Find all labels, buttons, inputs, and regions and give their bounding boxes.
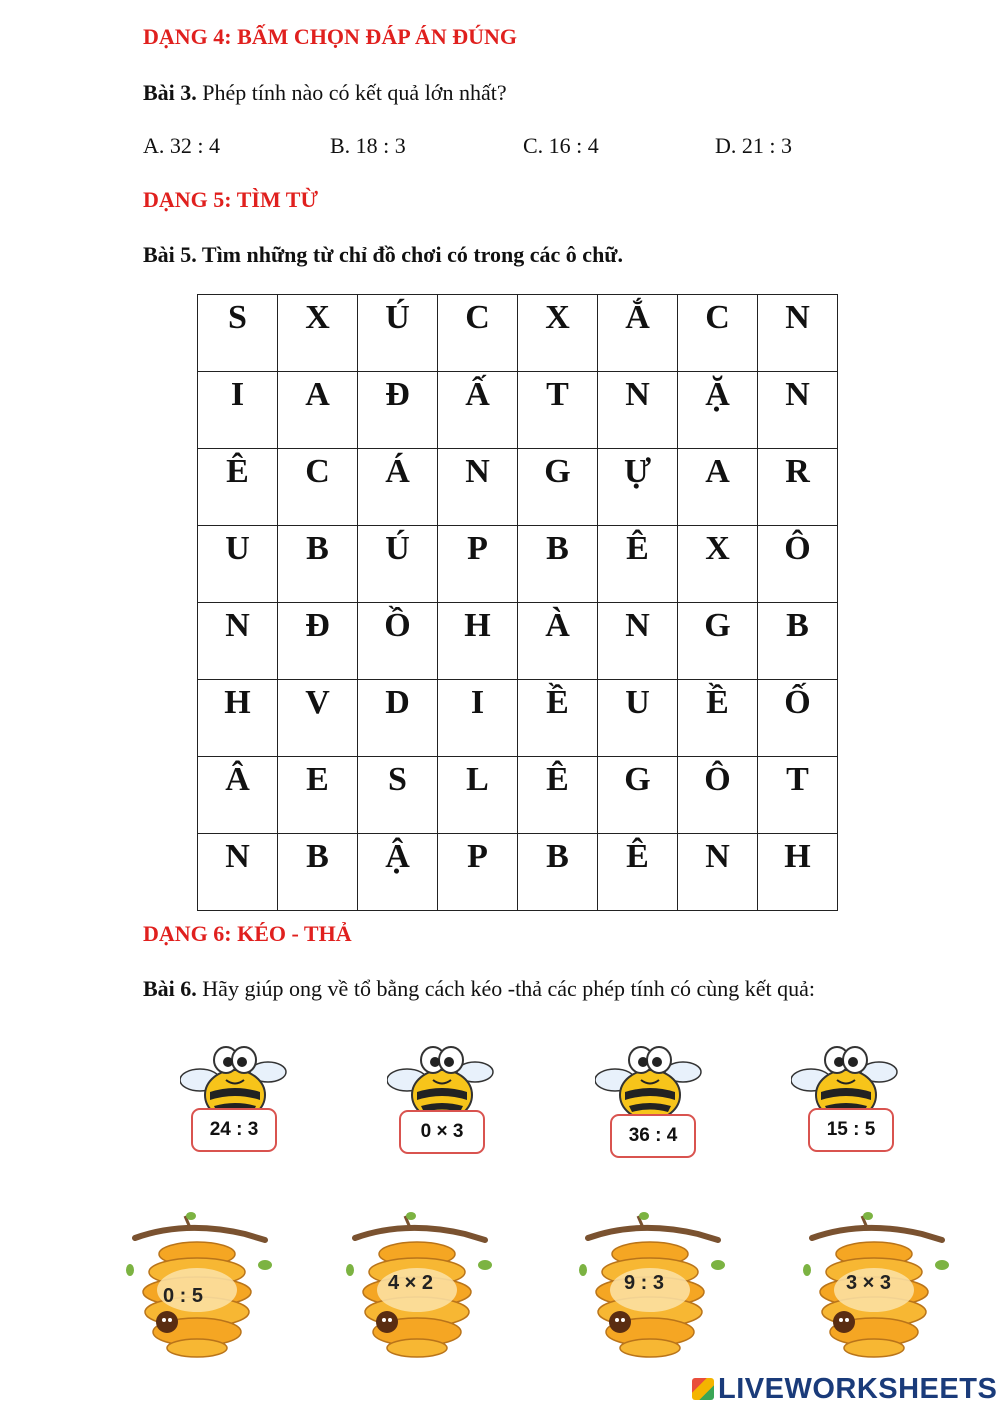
grid-cell[interactable]: N bbox=[438, 449, 518, 526]
grid-cell[interactable]: N bbox=[678, 834, 758, 911]
grid-cell[interactable]: A bbox=[278, 372, 358, 449]
grid-cell[interactable]: H bbox=[438, 603, 518, 680]
grid-cell[interactable]: B bbox=[518, 834, 598, 911]
grid-cell[interactable]: Ê bbox=[518, 757, 598, 834]
grid-cell[interactable]: Ê bbox=[198, 449, 278, 526]
grid-cell[interactable]: X bbox=[518, 295, 598, 372]
grid-cell[interactable]: Ú bbox=[358, 526, 438, 603]
grid-cell[interactable]: Đ bbox=[358, 372, 438, 449]
grid-row bbox=[198, 680, 838, 757]
bai6-question bbox=[143, 976, 815, 1002]
bai5-question: Bài 5. Tìm những từ chỉ đồ chơi có trong các ô chữ. bbox=[143, 242, 624, 267]
grid-cell[interactable]: Ề bbox=[518, 680, 598, 757]
option-d[interactable]: D. 21 : 3 bbox=[715, 133, 792, 158]
grid-cell[interactable]: Ự bbox=[598, 449, 678, 526]
grid-cell[interactable]: Ô bbox=[758, 526, 838, 603]
grid-cell[interactable]: N bbox=[598, 603, 678, 680]
logo-icon bbox=[692, 1378, 714, 1400]
grid-row bbox=[198, 372, 838, 449]
grid-cell[interactable]: C bbox=[678, 295, 758, 372]
grid-cell[interactable]: Ậ bbox=[358, 834, 438, 911]
grid-cell[interactable]: Ắ bbox=[598, 295, 678, 372]
grid-cell[interactable]: T bbox=[518, 372, 598, 449]
grid-cell[interactable]: A bbox=[678, 449, 758, 526]
bee-drag-label[interactable]: 0 × 3 bbox=[399, 1110, 485, 1154]
grid-row bbox=[198, 834, 838, 911]
option-c[interactable]: C. 16 : 4 bbox=[523, 133, 599, 158]
grid-cell[interactable]: Ấ bbox=[438, 372, 518, 449]
grid-cell[interactable]: Đ bbox=[278, 603, 358, 680]
grid-cell[interactable]: H bbox=[758, 834, 838, 911]
grid-cell[interactable]: Ồ bbox=[358, 603, 438, 680]
bai6-number: Bài 6. bbox=[143, 976, 197, 1001]
grid-cell[interactable]: C bbox=[438, 295, 518, 372]
word-search-grid bbox=[197, 294, 838, 911]
grid-cell[interactable]: B bbox=[518, 526, 598, 603]
grid-cell[interactable]: S bbox=[358, 757, 438, 834]
grid-cell[interactable]: N bbox=[198, 603, 278, 680]
section6-heading: DẠNG 6: KÉO - THẢ bbox=[143, 921, 352, 946]
grid-cell[interactable]: U bbox=[198, 526, 278, 603]
bee-drag-label[interactable]: 15 : 5 bbox=[808, 1108, 894, 1152]
grid-cell[interactable]: L bbox=[438, 757, 518, 834]
grid-cell[interactable]: N bbox=[758, 372, 838, 449]
grid-cell[interactable]: N bbox=[758, 295, 838, 372]
grid-cell[interactable]: X bbox=[678, 526, 758, 603]
grid-cell[interactable]: Ê bbox=[598, 526, 678, 603]
grid-cell[interactable]: U bbox=[598, 680, 678, 757]
hive-label: 9 : 3 bbox=[624, 1272, 665, 1294]
grid-cell[interactable]: I bbox=[198, 372, 278, 449]
logo-text: LIVEWORKSHEETS bbox=[718, 1373, 998, 1405]
grid-cell[interactable]: G bbox=[598, 757, 678, 834]
bai3-question bbox=[143, 80, 507, 106]
grid-cell[interactable]: Ặ bbox=[678, 372, 758, 449]
grid-cell[interactable]: R bbox=[758, 449, 838, 526]
grid-cell[interactable]: Ú bbox=[358, 295, 438, 372]
bee-drag-label[interactable]: 36 : 4 bbox=[610, 1114, 696, 1158]
grid-row bbox=[198, 526, 838, 603]
grid-cell[interactable]: Á bbox=[358, 449, 438, 526]
grid-cell[interactable]: G bbox=[518, 449, 598, 526]
grid-cell[interactable]: D bbox=[358, 680, 438, 757]
grid-cell[interactable]: H bbox=[198, 680, 278, 757]
grid-cell[interactable]: E bbox=[278, 757, 358, 834]
grid-cell[interactable]: À bbox=[518, 603, 598, 680]
bai6-text: Hãy giúp ong về tổ bằng cách kéo -thả các phép tính có cùng kết quả: bbox=[196, 976, 816, 1001]
grid-cell[interactable]: N bbox=[598, 372, 678, 449]
grid-cell[interactable]: Ố bbox=[758, 680, 838, 757]
option-a[interactable]: A. 32 : 4 bbox=[143, 133, 220, 158]
section4-heading: DẠNG 4: BẤM CHỌN ĐÁP ÁN ĐÚNG bbox=[143, 24, 517, 49]
grid-cell[interactable]: T bbox=[758, 757, 838, 834]
grid-cell[interactable]: I bbox=[438, 680, 518, 757]
liveworksheets-logo bbox=[692, 1373, 997, 1406]
bai3-number: Bài 3. bbox=[143, 80, 197, 105]
grid-cell[interactable]: B bbox=[278, 834, 358, 911]
grid-cell[interactable]: S bbox=[198, 295, 278, 372]
grid-cell[interactable]: Ê bbox=[598, 834, 678, 911]
hive-label: 4 × 2 bbox=[388, 1272, 434, 1294]
bai3-text: Phép tính nào có kết quả lớn nhất? bbox=[196, 80, 507, 105]
grid-cell[interactable]: B bbox=[278, 526, 358, 603]
grid-cell[interactable]: Ô bbox=[678, 757, 758, 834]
grid-row bbox=[198, 757, 838, 834]
grid-cell[interactable]: X bbox=[278, 295, 358, 372]
grid-cell[interactable]: C bbox=[278, 449, 358, 526]
grid-row bbox=[198, 449, 838, 526]
grid-cell[interactable]: B bbox=[758, 603, 838, 680]
section5-heading: DẠNG 5: TÌM TỪ bbox=[143, 187, 318, 212]
option-b[interactable]: B. 18 : 3 bbox=[330, 133, 406, 158]
grid-cell[interactable]: Â bbox=[198, 757, 278, 834]
grid-row bbox=[198, 603, 838, 680]
hive-label: 3 × 3 bbox=[846, 1272, 892, 1294]
grid-row bbox=[198, 295, 838, 372]
grid-cell[interactable]: V bbox=[278, 680, 358, 757]
grid-cell[interactable]: Ề bbox=[678, 680, 758, 757]
grid-cell[interactable]: N bbox=[198, 834, 278, 911]
grid-cell[interactable]: P bbox=[438, 834, 518, 911]
grid-cell[interactable]: P bbox=[438, 526, 518, 603]
bee-drag-label[interactable]: 24 : 3 bbox=[191, 1108, 277, 1152]
grid-cell[interactable]: G bbox=[678, 603, 758, 680]
hive-label: 0 : 5 bbox=[163, 1285, 204, 1307]
